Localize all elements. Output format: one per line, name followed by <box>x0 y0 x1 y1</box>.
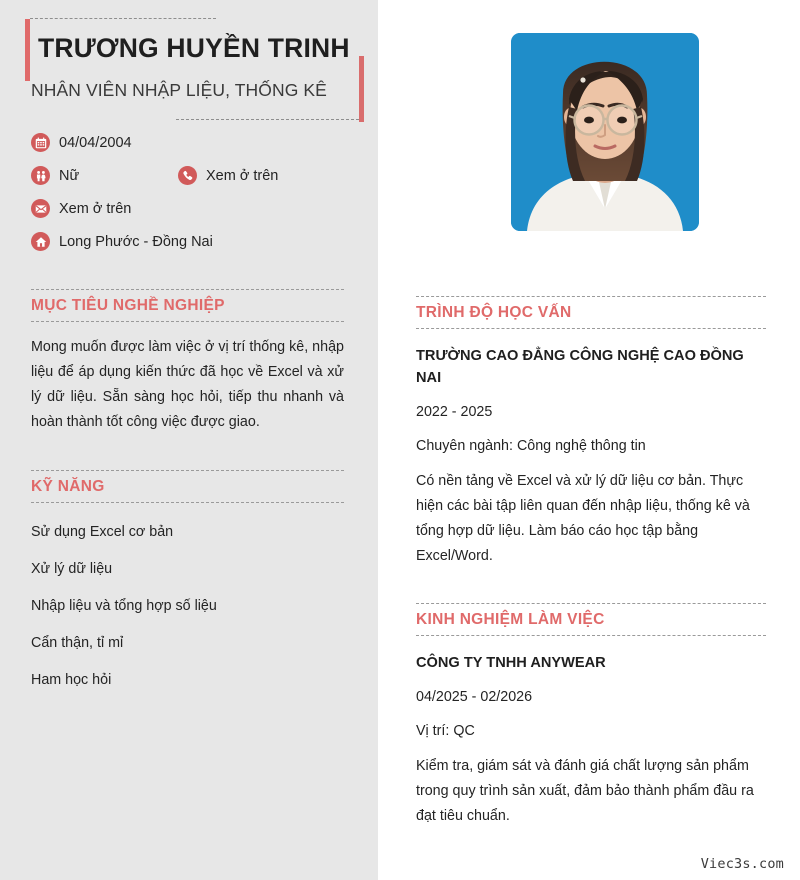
site-watermark: Viec3s.com <box>700 856 784 872</box>
contact-value-phone: Xem ở trên <box>206 167 279 184</box>
section-header-career-objective <box>31 289 344 322</box>
list-item: Nhập liệu và tổng hợp số liệu <box>31 598 217 614</box>
contact-value-address: Long Phước - Đồng Nai <box>59 233 213 250</box>
candidate-job-title: NHÂN VIÊN NHẬP LIỆU, THỐNG KÊ <box>31 80 327 100</box>
section-skills <box>31 470 344 699</box>
section-header-work-experience <box>416 603 766 636</box>
experience-description: Kiểm tra, giám sát và đánh giá chất lượng sản phẩm trong quy trình sản xuất, đảm bảo thành phẩm đầu ra đạt tiêu chuẩn. <box>416 758 754 824</box>
contact-value-gender: Nữ <box>59 167 80 184</box>
contact-info-list <box>31 133 361 265</box>
candidate-photo <box>511 33 699 231</box>
list-item: Xử lý dữ liệu <box>31 561 113 577</box>
section-title-skills: KỸ NĂNG <box>31 478 105 495</box>
experience-position: Vị trí: QC <box>416 723 475 739</box>
list-item: Sử dụng Excel cơ bản <box>31 524 174 540</box>
education-description: Có nền tảng về Excel và xử lý dữ liệu cơ bản. Thực hiện các bài tập liên quan đến nhập liệu, thống kê và tổng hợp dữ liệu. Làm báo cáo học tập bằng Excel/Word. <box>416 473 750 564</box>
left-sidebar-panel <box>0 0 378 880</box>
education-school-name: TRƯỜNG CAO ĐẲNG CÔNG NGHỆ CAO ĐỒNG NAI <box>416 348 744 386</box>
education-period: 2022 - 2025 <box>416 404 493 420</box>
email-icon <box>31 199 50 218</box>
accent-bar-right <box>359 56 364 122</box>
section-title-education: TRÌNH ĐỘ HỌC VẤN <box>416 304 572 321</box>
contact-row <box>31 232 361 265</box>
list-item: Cẩn thận, tỉ mỉ <box>31 635 124 651</box>
experience-company-name: CÔNG TY TNHH ANYWEAR <box>416 655 606 671</box>
contact-item-birthdate <box>31 133 132 152</box>
name-header-block <box>0 0 378 130</box>
experience-period: 04/2025 - 02/2026 <box>416 689 533 705</box>
section-header-education <box>416 296 766 329</box>
career-objective-text: Mong muốn được làm việc ở vị trí thống kê, nhập liệu để áp dụng kiến thức đã học về Excel và xử lý dữ liệu. Sẵn sàng học hỏi, tiếp thu nhanh và hoàn thành tốt công việc được giao. <box>31 339 344 430</box>
home-icon <box>31 232 50 251</box>
skills-list <box>31 514 344 699</box>
decorative-dashed-line-under-subtitle <box>176 119 359 120</box>
section-career-objective <box>31 289 344 435</box>
contact-row <box>31 133 361 166</box>
section-title-career-objective: MỤC TIÊU NGHỀ NGHIỆP <box>31 297 225 314</box>
contact-value-birthdate: 04/04/2004 <box>59 134 132 151</box>
contact-item-address <box>31 232 213 251</box>
contact-item-phone <box>178 166 278 185</box>
phone-icon <box>178 166 197 185</box>
calendar-icon <box>31 133 50 152</box>
contact-value-email: Xem ở trên <box>59 200 132 217</box>
education-entry <box>416 345 766 569</box>
section-education <box>416 296 766 569</box>
contact-row <box>31 199 361 232</box>
candidate-full-name: TRƯƠNG HUYỀN TRINH <box>38 33 350 63</box>
decorative-dashed-line-top <box>30 18 216 19</box>
contact-row <box>31 166 361 199</box>
education-major: Chuyên ngành: Công nghệ thông tin <box>416 438 646 454</box>
experience-entry <box>416 652 766 829</box>
contact-item-email <box>31 199 131 218</box>
contact-item-gender <box>31 166 79 185</box>
avatar <box>511 33 699 231</box>
section-header-skills <box>31 470 344 503</box>
accent-bar-left <box>25 19 30 81</box>
list-item: Ham học hỏi <box>31 672 112 688</box>
section-work-experience <box>416 603 766 829</box>
section-title-work-experience: KINH NGHIỆM LÀM VIỆC <box>416 611 605 628</box>
gender-icon <box>31 166 50 185</box>
